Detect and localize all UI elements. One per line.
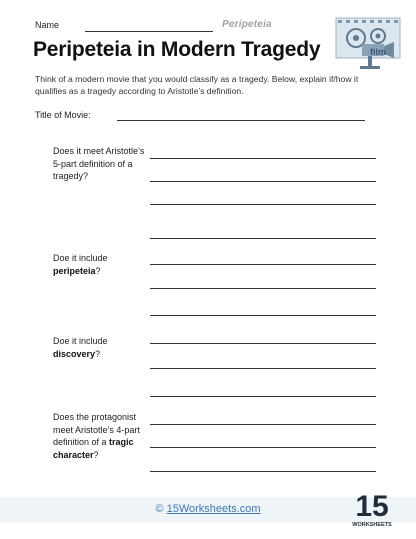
question-3-text: Doe it include — [53, 336, 108, 346]
question-3 — [53, 335, 145, 360]
question-3-suffix: ? — [95, 348, 101, 359]
question-2-bold: peripeteia — [53, 265, 96, 276]
logo-number: 15 — [355, 490, 389, 523]
name-line[interactable] — [85, 31, 213, 32]
answer-line[interactable] — [150, 343, 376, 344]
answer-line[interactable] — [150, 158, 376, 159]
question-2 — [53, 252, 145, 277]
answer-line[interactable] — [150, 368, 376, 369]
question-4-suffix: ? — [93, 449, 99, 460]
question-3-bold: discovery — [53, 348, 96, 359]
instructions-text: Think of a modern movie that you would classify as a tragedy. Below, explain if/how it qualifies as a tragedy according to Aristotle’s definition. — [35, 74, 359, 96]
answer-line[interactable] — [150, 204, 376, 205]
answer-line[interactable] — [150, 288, 376, 289]
clipart-label: film — [370, 47, 387, 57]
copyright-symbol: © — [155, 503, 167, 515]
question-2-text: Doe it include — [53, 253, 108, 263]
question-1 — [53, 145, 145, 183]
name-label: Name — [35, 20, 60, 30]
movie-title-line[interactable] — [117, 120, 365, 121]
answer-line[interactable] — [150, 315, 376, 316]
question-2-suffix: ? — [95, 265, 101, 276]
question-1-text: Does it meet Aristotle’s 5-part definition of a tragedy? — [53, 146, 145, 181]
answer-line[interactable] — [150, 238, 376, 239]
footer-link[interactable]: 15Worksheets.com — [166, 503, 261, 515]
answer-line[interactable] — [150, 424, 376, 425]
question-4-bold: tragic character — [53, 437, 134, 460]
answer-line[interactable] — [150, 181, 376, 182]
answer-line[interactable] — [150, 447, 376, 448]
film-clipart-icon — [332, 12, 404, 72]
answer-line[interactable] — [150, 264, 376, 265]
question-4 — [53, 411, 147, 461]
15worksheets-logo-icon — [352, 486, 392, 530]
movie-title-label: Title of Movie: — [35, 110, 91, 120]
topic-label: Peripeteia — [222, 19, 272, 30]
answer-line[interactable] — [150, 396, 376, 397]
page-title: Peripeteia in Modern Tragedy — [33, 38, 321, 61]
answer-line[interactable] — [150, 471, 376, 472]
question-4-text: Does the protagonist meet Aristotle’s 4-part definition of a — [53, 412, 140, 447]
logo-text: WORKSHEETS — [352, 522, 392, 528]
